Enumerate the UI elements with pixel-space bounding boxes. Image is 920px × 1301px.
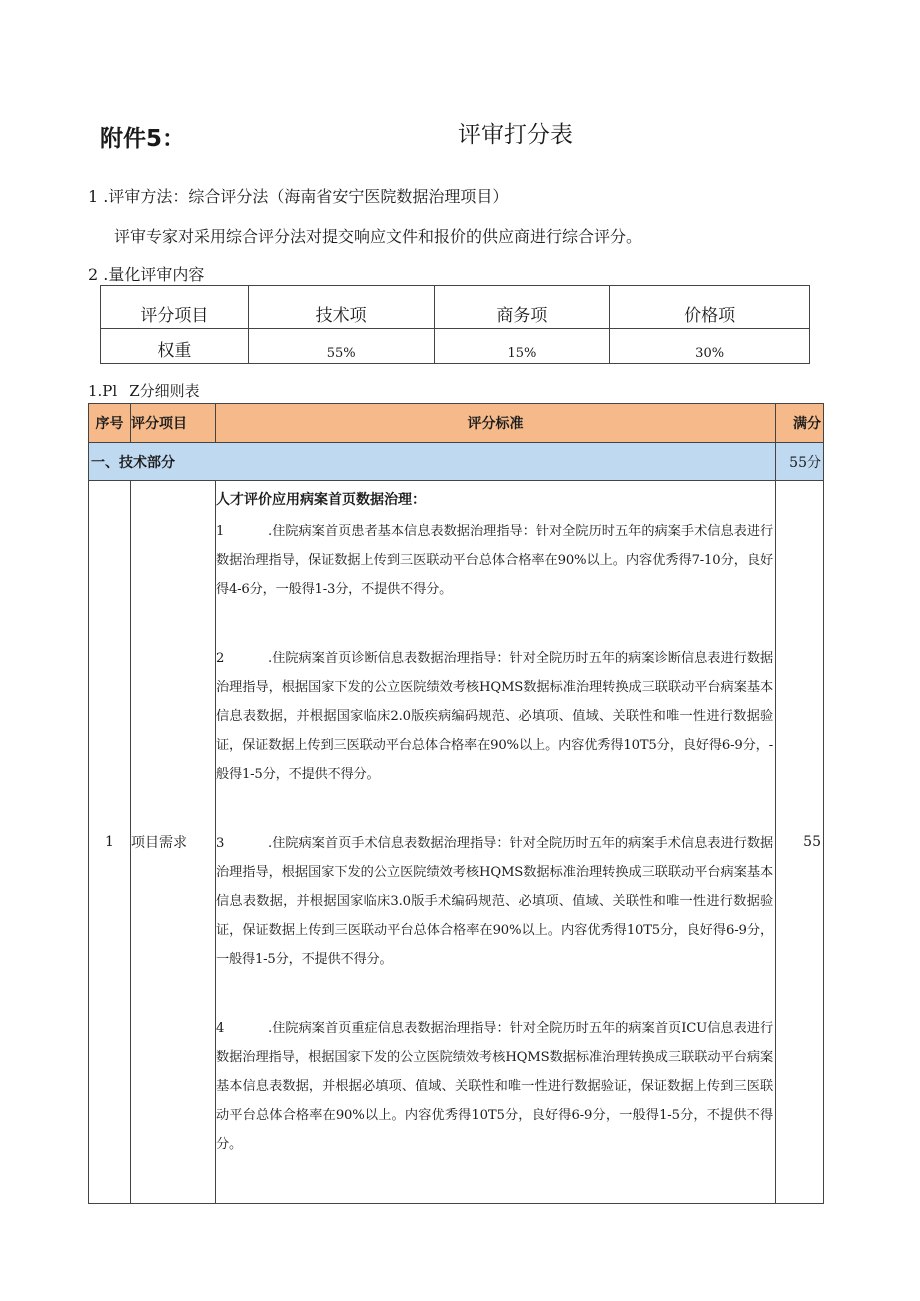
section-1-heading: 1 .评审方法：综合评分法（海南省安宁医院数据治理项目） (88, 187, 509, 206)
weights-value-cell: 55% (248, 329, 434, 364)
criteria-number: 1 (216, 524, 225, 539)
header-index: 序号 (89, 404, 131, 443)
weights-value-cell: 权重 (101, 329, 249, 364)
weights-header-cell: 商务项 (434, 286, 610, 329)
header-item: 评分项目 (131, 404, 216, 443)
weights-header-cell: 技术项 (248, 286, 434, 329)
section-score: 55分 (776, 443, 824, 481)
criteria-number: 2 (216, 651, 225, 666)
criteria-paragraph (216, 1014, 773, 1159)
page-title: 评审打分表 (458, 122, 573, 148)
criteria-number: 3 (216, 836, 225, 851)
weights-header-cell: 评分项目 (101, 286, 249, 329)
section-1-description: 评审专家对采用综合评分法对提交响应文件和报价的供应商进行综合评分。 (114, 227, 643, 246)
header-score: 满分 (776, 404, 824, 443)
table-row (89, 481, 824, 1204)
row-criteria (216, 481, 776, 1204)
criteria-number: 4 (216, 1021, 225, 1036)
header-criteria: 评分标准 (216, 404, 776, 443)
weights-value-cell: 30% (610, 329, 810, 364)
annex-label: 附件5： (100, 126, 186, 152)
row-score: 55 (776, 481, 824, 1204)
weights-header-row (101, 286, 810, 329)
row-item: 项目需求 (131, 481, 216, 1204)
weights-header-cell: 价格项 (610, 286, 810, 329)
weights-table (100, 285, 810, 364)
criteria-paragraph (216, 644, 773, 789)
weights-value-cell: 15% (434, 329, 610, 364)
criteria-intro: 人才评价应用病案首页数据治理： (216, 492, 426, 508)
section-row-technical (89, 443, 824, 481)
weights-value-row (101, 329, 810, 364)
criteria-paragraph (216, 829, 773, 974)
criteria-text: .住院病案首页诊断信息表数据治理指导：针对全院历时五年的病案诊断信息表进行数据治理指导，根据国家下发的公立医院绩效考核HQMS数据标准治理转换成三联联动平台病案基本信息表数据，并根据国家临床2.0版疾病编码规范、必填项、值域、关联性和唯一性进行数据验证，保证数据上传到三医联动平台总体合格率在90%以上。内容优秀得10T5分，良好得6-9分，-般得1-5分，不提供不得分。 (216, 651, 773, 782)
detail-header-row (89, 404, 824, 443)
caption-part-2: Z分细则表 (129, 382, 200, 400)
section-2-heading: 2 .量化评审内容 (88, 265, 205, 284)
criteria-text: .住院病案首页手术信息表数据治理指导：针对全院历时五年的病案手术信息表进行数据治理指导，根据国家下发的公立医院绩效考核HQMS数据标准治理转换成三联联动平台病案基本信息表数据，并根据国家临床3.0版手术编码规范、必填项、值域、关联性和唯一性进行数据验证，保证数据上传到三医联动平台总体合格率在90%以上。内容优秀得10T5分，良好得6-9分，一般得1-5分，不提供不得分。 (216, 836, 773, 967)
section-label: 一、技术部分 (89, 443, 776, 481)
criteria-paragraph (216, 517, 773, 604)
row-index: 1 (89, 481, 131, 1204)
caption-part-1: 1.Pl (88, 382, 118, 400)
scoring-detail-table (88, 403, 824, 1204)
criteria-text: .住院病案首页患者基本信息表数据治理指导：针对全院历时五年的病案手术信息表进行数据治理指导，保证数据上传到三医联动平台总体合格率在90%以上。内容优秀得7-10分，良好得4-6分，一般得1-3分，不提供不得分。 (216, 524, 773, 597)
detail-table-caption (88, 380, 200, 401)
criteria-text: .住院病案首页重症信息表数据治理指导：针对全院历时五年的病案首页ICU信息表进行数据治理指导，根据国家下发的公立医院绩效考核HQMS数据标准治理转换成三联联动平台病案基本信息表数据，并根据必填项、值域、关联性和唯一性进行数据验证，保证数据上传到三医联动平台总体合格率在90%以上。内容优秀得10T5分，良好得6-9分，一般得1-5分，不提供不得分。 (216, 1021, 773, 1152)
